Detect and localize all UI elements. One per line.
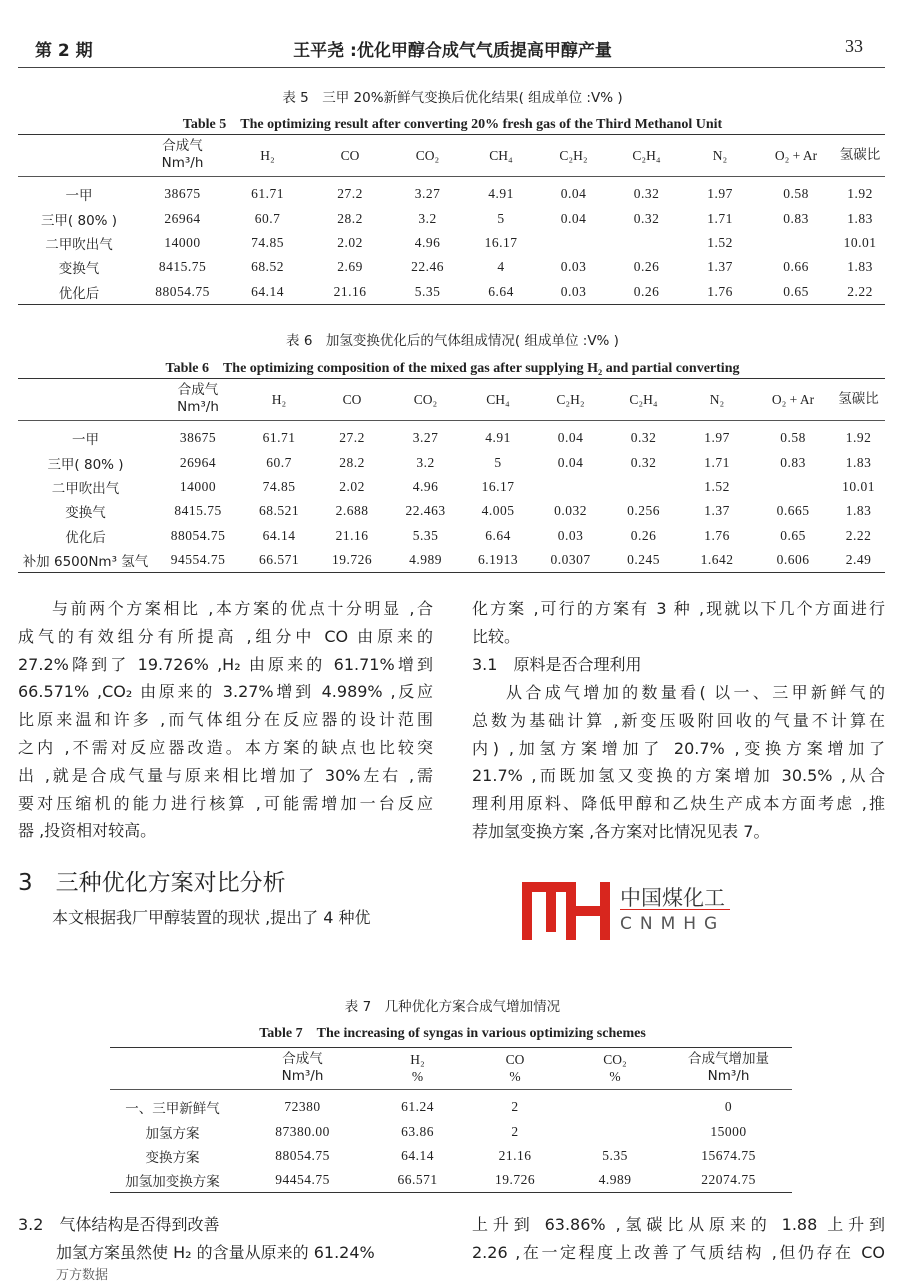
table-cell: 94554.75 <box>170 552 226 567</box>
table-cell: 74.85 <box>251 235 284 251</box>
subsection-3-2-heading: 3.2 气体结构是否得到改善 <box>18 1215 220 1234</box>
right-bottom-paragraph <box>472 1211 885 1267</box>
text-line: 化方案 ,可行的方案有 3 种 ,现就以下几个方面进行 <box>472 599 885 618</box>
column-header <box>18 379 153 421</box>
table-row <box>18 475 885 499</box>
text-line: 2.26 ,在一定程度上改善了气质结构 ,但仍存在 CO <box>472 1242 885 1262</box>
table-cell: 5.35 <box>412 527 439 543</box>
table-cell: 0.32 <box>633 210 660 226</box>
table-cell: 61.71 <box>262 430 296 446</box>
table-cell: 4.91 <box>485 430 511 446</box>
table-cell: 2.69 <box>337 259 363 275</box>
table-cell: 2.49 <box>845 552 872 567</box>
table-cell: 66.571 <box>397 1172 438 1188</box>
row-label: 二甲吹出气 <box>51 481 120 498</box>
table-cell: 0.03 <box>560 259 587 275</box>
table-cell: 88054.75 <box>170 527 226 543</box>
table-cell: 8415.75 <box>174 503 222 519</box>
row-label: 优化后 <box>65 529 106 546</box>
table-cell: 0.32 <box>630 430 657 446</box>
text-line: 理利用原料、降低甲醇和乙炔生产成本方面考虑 ,推 <box>472 794 885 814</box>
column-header: CH₄ <box>465 135 537 177</box>
table-cell: 0.03 <box>557 527 584 543</box>
table-cell: 10.01 <box>843 235 877 251</box>
table-7 <box>110 1047 792 1193</box>
header-rule <box>18 67 885 68</box>
row-label: 加氢方案 <box>145 1125 200 1142</box>
table7-caption-en: Table 7 The increasing of syngas in various optimizing schemes <box>259 1026 646 1041</box>
table-cell: 0.04 <box>560 210 587 226</box>
table-cell: 1.642 <box>700 552 734 567</box>
table-cell: 4.989 <box>409 552 442 567</box>
column-header: O₂ + Ar <box>757 135 835 177</box>
table-cell: 4.005 <box>481 503 515 519</box>
table-cell: 21.16 <box>333 283 367 299</box>
table5-caption-en: Table 5 The optimizing result after converting 20% fresh gas of the Third Methanol Unit <box>182 117 723 132</box>
table-cell: 10.01 <box>842 479 875 495</box>
row-label: 变换气 <box>58 261 100 278</box>
table-row <box>110 1120 792 1144</box>
text-line: 总数为基础计算 ,新变压吸附回收的气量不计算在 <box>472 710 885 730</box>
table5-caption-cn: 表 5 三甲 20%新鲜气变换后优化结果( 组成单位 :V% ) <box>282 90 623 106</box>
table-cell: 0.256 <box>627 503 660 519</box>
table-cell: 87380.00 <box>275 1123 330 1139</box>
watermark-en: CNMHG <box>620 914 726 934</box>
table-cell: 94454.75 <box>275 1172 330 1188</box>
text-line: 成气的有效组分有所提高 ,组分中 CO 由原来的 <box>18 626 433 646</box>
table-cell: 4.96 <box>412 479 439 495</box>
table-cell: 0.04 <box>557 430 584 446</box>
row-label: 三甲( 80% ) <box>40 212 118 229</box>
table-cell: 60.7 <box>254 210 281 226</box>
table-cell <box>565 1090 665 1120</box>
table-cell: 0.26 <box>630 527 657 543</box>
table-cell: 68.521 <box>258 503 300 519</box>
table-cell: 0.032 <box>554 503 587 519</box>
table-cell: 61.24 <box>401 1099 434 1115</box>
text-line: 荐加氢变换方案 ,各方案对比情况见表 7。 <box>472 821 770 841</box>
table-cell: 1.83 <box>847 210 873 226</box>
table-cell: 0.32 <box>633 186 660 202</box>
table-cell: 61.71 <box>251 186 284 202</box>
row-label: 一、三甲新鲜气 <box>125 1101 220 1118</box>
table-cell: 1.52 <box>704 479 730 495</box>
table-cell: 5 <box>497 210 505 226</box>
column-header: CO₂ <box>389 379 462 421</box>
table6-caption-cn: 表 6 加氢变换优化后的气体组成情况( 组成单位 :V% ) <box>286 333 619 349</box>
table-row <box>18 451 885 475</box>
table-cell: 19.726 <box>331 552 373 567</box>
table-cell: 2.22 <box>845 527 872 543</box>
table-cell: 28.2 <box>339 454 365 470</box>
table-cell: 60.7 <box>266 454 292 470</box>
text-line: 内) ,加氢方案增加了 20.7% ,变换方案增加了 <box>472 738 885 758</box>
subsection-3-1-heading: 3.1 原料是否合理利用 <box>472 655 642 674</box>
column-header: C₂H₂ <box>537 135 610 177</box>
table-cell <box>537 231 610 255</box>
table-cell: 15000 <box>710 1123 747 1139</box>
table-row <box>110 1090 792 1120</box>
left-bottom-line: 加氢方案虽然使 H₂ 的含量从原来的 61.24% <box>56 1243 375 1262</box>
right-paragraph-2 <box>472 679 885 846</box>
table-row <box>18 421 885 451</box>
table-6 <box>18 378 885 573</box>
column-header: C₂H₄ <box>607 379 680 421</box>
text-line: 比较。 <box>472 626 521 646</box>
column-header <box>18 135 140 177</box>
text-line: 与前两个方案相比 ,本方案的优点十分明显 ,合 <box>52 599 433 618</box>
table-row <box>18 548 885 572</box>
table-row <box>18 231 885 255</box>
column-header: CO <box>315 379 389 421</box>
table-cell: 72380 <box>284 1099 321 1115</box>
table-cell: 38675 <box>164 186 201 202</box>
table-cell: 0.66 <box>783 259 809 275</box>
column-header: 合成气 Nm³/h <box>235 1048 370 1090</box>
column-header: N₂ <box>683 135 757 177</box>
section-3-heading: 3 三种优化方案对比分析 <box>18 870 286 896</box>
table-cell: 0.04 <box>560 186 587 202</box>
table-cell: 26964 <box>164 210 201 226</box>
table-cell: 0.04 <box>557 454 584 470</box>
table-cell: 4.989 <box>598 1172 632 1188</box>
table-cell: 0.26 <box>633 259 660 275</box>
table-5 <box>18 134 885 305</box>
column-header: CO <box>310 135 390 177</box>
table-cell: 0.65 <box>780 527 806 543</box>
table-cell: 1.97 <box>704 430 730 446</box>
table-cell: 64.14 <box>401 1148 434 1164</box>
text-line: 从合成气增加的数量看( 以一、三甲新鲜气的 <box>506 683 885 702</box>
row-label: 一甲 <box>72 432 99 449</box>
table-row <box>18 255 885 279</box>
column-header: CO % <box>465 1048 565 1090</box>
issue-number: 第 2 期 <box>35 41 93 61</box>
table-row <box>18 177 885 207</box>
table-cell: 14000 <box>164 235 201 251</box>
table-cell: 6.1913 <box>477 552 519 567</box>
table-cell: 28.2 <box>337 210 363 226</box>
table-cell: 27.2 <box>339 430 365 446</box>
table7-caption-cn: 表 7 几种优化方案合成气增加情况 <box>344 999 561 1015</box>
table-row <box>18 499 885 523</box>
text-line: 之内 ,不需对反应器改造。本方案的缺点也比较突 <box>18 737 433 757</box>
table-cell: 15674.75 <box>701 1148 756 1164</box>
table-cell: 64.14 <box>251 283 284 299</box>
table-cell: 5.35 <box>602 1148 628 1164</box>
row-label: 二甲吹出气 <box>45 237 113 254</box>
column-header: CO₂ % <box>565 1048 665 1090</box>
table-cell: 0.32 <box>630 454 657 470</box>
row-label: 优化后 <box>58 285 100 302</box>
column-header: H₂ % <box>370 1048 465 1090</box>
row-label: 一甲 <box>65 188 93 205</box>
table-cell: 6.64 <box>488 283 514 299</box>
table-cell: 21.16 <box>498 1148 532 1164</box>
table-cell: 64.14 <box>262 527 296 543</box>
text-line: 要对压缩机的能力进行核算 ,可能需增加一台反应 <box>18 793 433 813</box>
watermark-logo <box>520 880 750 942</box>
column-header: 合成气 Nm³/h <box>153 379 243 421</box>
text-line: 27.2%降到了 19.726% ,H₂ 由原来的 61.71%增到 <box>18 654 433 674</box>
row-label: 变换气 <box>65 505 106 522</box>
table-cell: 3.2 <box>418 210 437 226</box>
table-cell: 22074.75 <box>701 1172 756 1188</box>
table-cell: 0.26 <box>633 283 660 299</box>
table-cell: 0 <box>724 1099 733 1115</box>
page-number: 33 <box>845 36 863 56</box>
table-cell: 3.27 <box>412 430 439 446</box>
column-header <box>110 1048 235 1090</box>
column-header: 合成气 Nm³/h <box>140 135 225 177</box>
table-cell: 1.71 <box>704 454 730 470</box>
source-watermark: 万方数据 <box>56 1268 109 1283</box>
table-cell <box>565 1120 665 1144</box>
table-cell: 4.96 <box>414 235 441 251</box>
table-cell: 1.83 <box>845 454 872 470</box>
table-row <box>110 1168 792 1192</box>
table-row <box>18 207 885 231</box>
table-cell: 0.03 <box>560 283 587 299</box>
column-header: 合成气增加量 Nm³/h <box>665 1048 792 1090</box>
column-header: 氢碳比 <box>832 379 885 421</box>
cnmhg-logo-icon <box>520 880 615 942</box>
table-cell: 63.86 <box>401 1123 434 1139</box>
table-cell: 0.65 <box>783 283 809 299</box>
text-line: 上升到 63.86% ,氢碳比从原来的 1.88 上升到 <box>472 1215 885 1234</box>
table-cell: 3.27 <box>414 186 441 202</box>
watermark-cn: 中国煤化工 <box>620 886 725 910</box>
row-label: 加氢加变换方案 <box>125 1174 220 1191</box>
table-cell: 66.571 <box>258 552 300 567</box>
column-header: CH₄ <box>462 379 534 421</box>
table-cell: 16.17 <box>484 235 518 251</box>
table6-caption-en: Table 6 The optimizing composition of the mixed gas after supplying H₂ and partial converting <box>165 361 740 376</box>
table-cell: 27.2 <box>337 186 363 202</box>
table-cell: 2.02 <box>337 235 363 251</box>
table-cell <box>754 475 832 499</box>
table-cell: 4.91 <box>488 186 514 202</box>
column-header: H₂ <box>243 379 315 421</box>
table-row <box>18 524 885 548</box>
table-cell: 16.17 <box>481 479 515 495</box>
table-cell: 0.606 <box>776 552 810 567</box>
table-cell: 38675 <box>179 430 217 446</box>
table-cell: 22.46 <box>411 259 444 275</box>
table-cell: 1.37 <box>707 259 733 275</box>
text-line: 66.571% ,CO₂ 由原来的 3.27%增到 4.989% ,反应 <box>18 682 433 702</box>
table-cell: 3.2 <box>416 454 435 470</box>
table-cell: 19.726 <box>494 1172 536 1188</box>
column-header: C₂H₄ <box>610 135 683 177</box>
table-cell: 1.92 <box>847 186 873 202</box>
table-cell: 1.83 <box>845 503 872 519</box>
table-cell: 26964 <box>179 454 217 470</box>
column-header: H₂ <box>225 135 310 177</box>
column-header: C₂H₂ <box>534 379 607 421</box>
table-cell: 88054.75 <box>155 283 210 299</box>
table-cell: 1.76 <box>704 527 730 543</box>
table-cell: 21.16 <box>335 527 369 543</box>
table-cell: 0.665 <box>776 503 810 519</box>
table-cell: 1.52 <box>707 235 733 251</box>
table-cell: 68.52 <box>251 259 284 275</box>
column-header: N₂ <box>680 379 754 421</box>
table-cell: 1.71 <box>707 210 733 226</box>
table-cell: 0.245 <box>627 552 660 567</box>
text-line: 出 ,就是合成气量与原来相比增加了 30%左右 ,需 <box>18 765 433 785</box>
row-label: 补加 6500Nm³ 氢气 <box>22 554 149 570</box>
text-line: 21.7% ,而既加氢又变换的方案增加 30.5% ,从合 <box>472 766 885 786</box>
table-cell: 0.83 <box>780 454 806 470</box>
table-cell: 8415.75 <box>158 259 207 275</box>
row-label: 变换方案 <box>145 1150 200 1167</box>
running-title: 王平尧 :优化甲醇合成气气质提高甲醇产量 <box>293 41 612 61</box>
text-line: 器 ,投资相对较高。 <box>18 821 157 841</box>
table-cell: 22.463 <box>405 503 446 519</box>
table-cell: 1.83 <box>847 259 873 275</box>
table-cell: 1.37 <box>704 503 730 519</box>
table-cell: 0.58 <box>780 430 806 446</box>
right-paragraph-1 <box>472 595 885 651</box>
table-row <box>110 1144 792 1168</box>
table-cell: 2 <box>511 1123 519 1139</box>
table-cell: 1.76 <box>707 283 733 299</box>
table-cell <box>534 475 607 499</box>
column-header: 氢碳比 <box>835 135 885 177</box>
table-cell: 2.688 <box>335 503 369 519</box>
table-cell: 4 <box>497 259 505 275</box>
column-header: CO₂ <box>390 135 465 177</box>
table-cell: 2.02 <box>339 479 365 495</box>
table-cell: 6.64 <box>485 527 511 543</box>
column-header: O₂ + Ar <box>754 379 832 421</box>
table-cell: 74.85 <box>262 479 296 495</box>
left-paragraph <box>18 595 433 845</box>
table-cell: 88054.75 <box>275 1148 330 1164</box>
table-cell: 0.0307 <box>550 552 591 567</box>
table-cell <box>757 231 835 255</box>
row-label: 三甲( 80% ) <box>47 456 124 473</box>
table-cell: 2 <box>511 1099 519 1115</box>
table-row <box>18 280 885 304</box>
table-cell: 1.97 <box>707 186 733 202</box>
table-cell: 14000 <box>179 479 217 495</box>
text-line: 比原来温和许多 ,而气体组分在反应器的设计范围 <box>18 710 433 730</box>
table-cell: 0.83 <box>783 210 809 226</box>
table-cell <box>607 475 680 499</box>
table-cell <box>610 231 683 255</box>
table-cell: 5 <box>494 454 502 470</box>
table-cell: 5.35 <box>414 283 441 299</box>
table-cell: 0.58 <box>783 186 809 202</box>
section-3-intro: 本文根据我厂甲醇装置的现状 ,提出了 4 种优 <box>52 908 371 927</box>
table-cell: 1.92 <box>845 430 872 446</box>
table-cell: 2.22 <box>847 283 873 299</box>
